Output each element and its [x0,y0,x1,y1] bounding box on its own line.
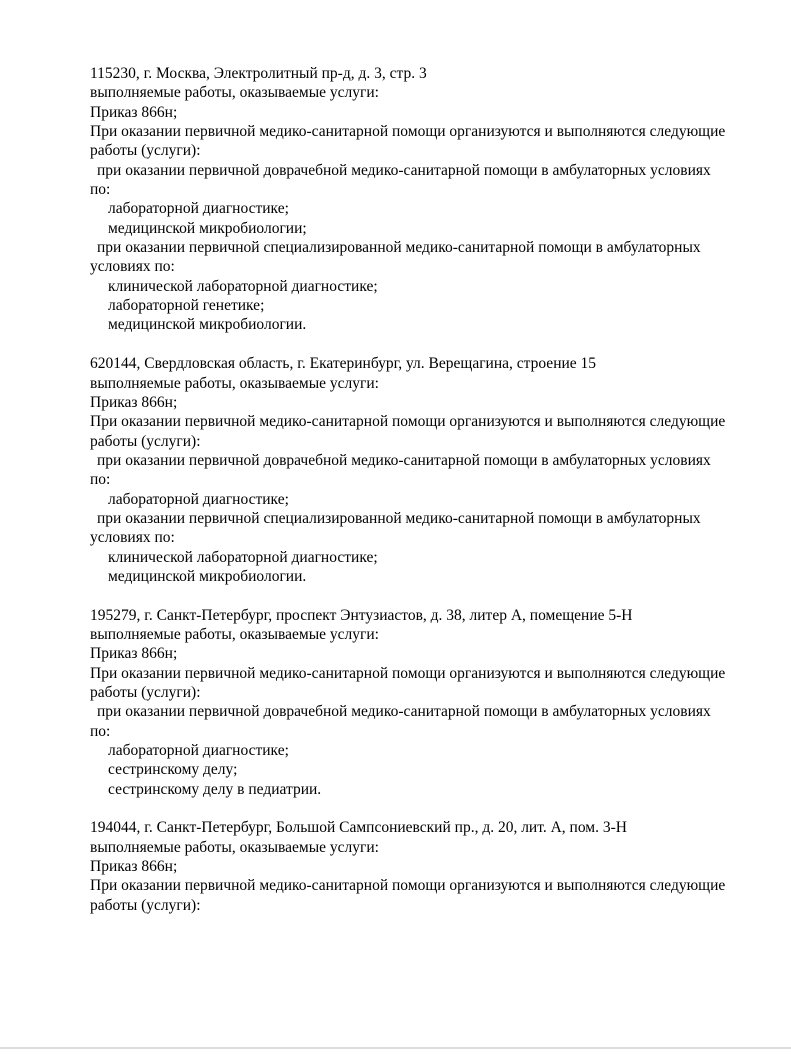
text-line: клинической лабораторной диагностике; [108,548,378,566]
text-line: при оказании первичной специализированной медико-санитарной помощи в амбулаторных [97,239,701,257]
text-line: по: [90,471,111,489]
text-line: Приказ 866н; [90,393,178,411]
bottom-divider [0,1047,791,1049]
text-line: при оказании первичной доврачебной медико-санитарной помощи в амбулаторных условиях [97,161,711,179]
text-line: условиях по: [90,258,175,276]
text-line: Приказ 866н; [90,858,178,876]
text-line: лабораторной диагностике; [108,200,289,218]
text-line: клинической лабораторной диагностике; [108,277,378,295]
text-line: выполняемые работы, оказываемые услуги: [90,838,379,856]
text-line: При оказании первичной медико-санитарной помощи организуются и выполняются следующие [90,413,726,431]
text-line: сестринскому делу; [108,761,238,779]
text-line: лабораторной диагностике; [108,742,289,760]
text-line: выполняемые работы, оказываемые услуги: [90,374,379,392]
text-line: при оказании первичной специализированной медико-санитарной помощи в амбулаторных [97,509,701,527]
text-line: работы (услуги): [90,896,201,914]
text-line: лабораторной диагностике; [108,490,289,508]
text-line: по: [90,722,111,740]
text-line: медицинской микробиологии. [108,316,307,334]
text-line: работы (услуги): [90,432,201,450]
text-line: Приказ 866н; [90,103,178,121]
text-line: работы (услуги): [90,684,201,701]
address-line: 194044, г. Санкт-Петербург, Большой Сампсониевский пр., д. 20, лит. А, пом. 3-Н [90,819,627,837]
text-line: при оказании первичной доврачебной медико-санитарной помощи в амбулаторных условиях [97,451,711,469]
text-line: выполняемые работы, оказываемые услуги: [90,84,379,102]
address-block [90,606,780,799]
text-line: выполняемые работы, оказываемые услуги: [90,625,379,643]
address-line: 620144, Свердловская область, г. Екатеринбург, ул. Верещагина, строение 15 [90,355,597,373]
text-line: по: [90,181,111,199]
address-block [90,354,780,586]
text-line: При оказании первичной медико-санитарной помощи организуются и выполняются следующие [90,877,726,895]
address-line: 115230, г. Москва, Электролитный пр-д, д. 3, стр. 3 [90,65,427,82]
text-line: лабораторной генетике; [108,297,265,315]
address-block [90,818,780,915]
address-block [90,64,780,335]
text-line: условиях по: [90,529,175,547]
text-line: медицинской микробиологии. [108,567,307,585]
text-line: сестринскому делу в педиатрии. [108,780,322,798]
text-line: медицинской микробиологии; [108,219,307,237]
text-line: Приказ 866н; [90,645,178,663]
license-addresses-document [90,64,780,915]
text-line: При оказании первичной медико-санитарной помощи организуются и выполняются следующие [90,123,726,141]
text-line: работы (услуги): [90,142,201,160]
text-line: при оказании первичной доврачебной медико-санитарной помощи в амбулаторных условиях [97,703,711,721]
text-line: При оказании первичной медико-санитарной помощи организуются и выполняются следующие [90,664,726,682]
address-line: 195279, г. Санкт-Петербург, проспект Энтузиастов, д. 38, литер А, помещение 5-Н [90,606,633,624]
